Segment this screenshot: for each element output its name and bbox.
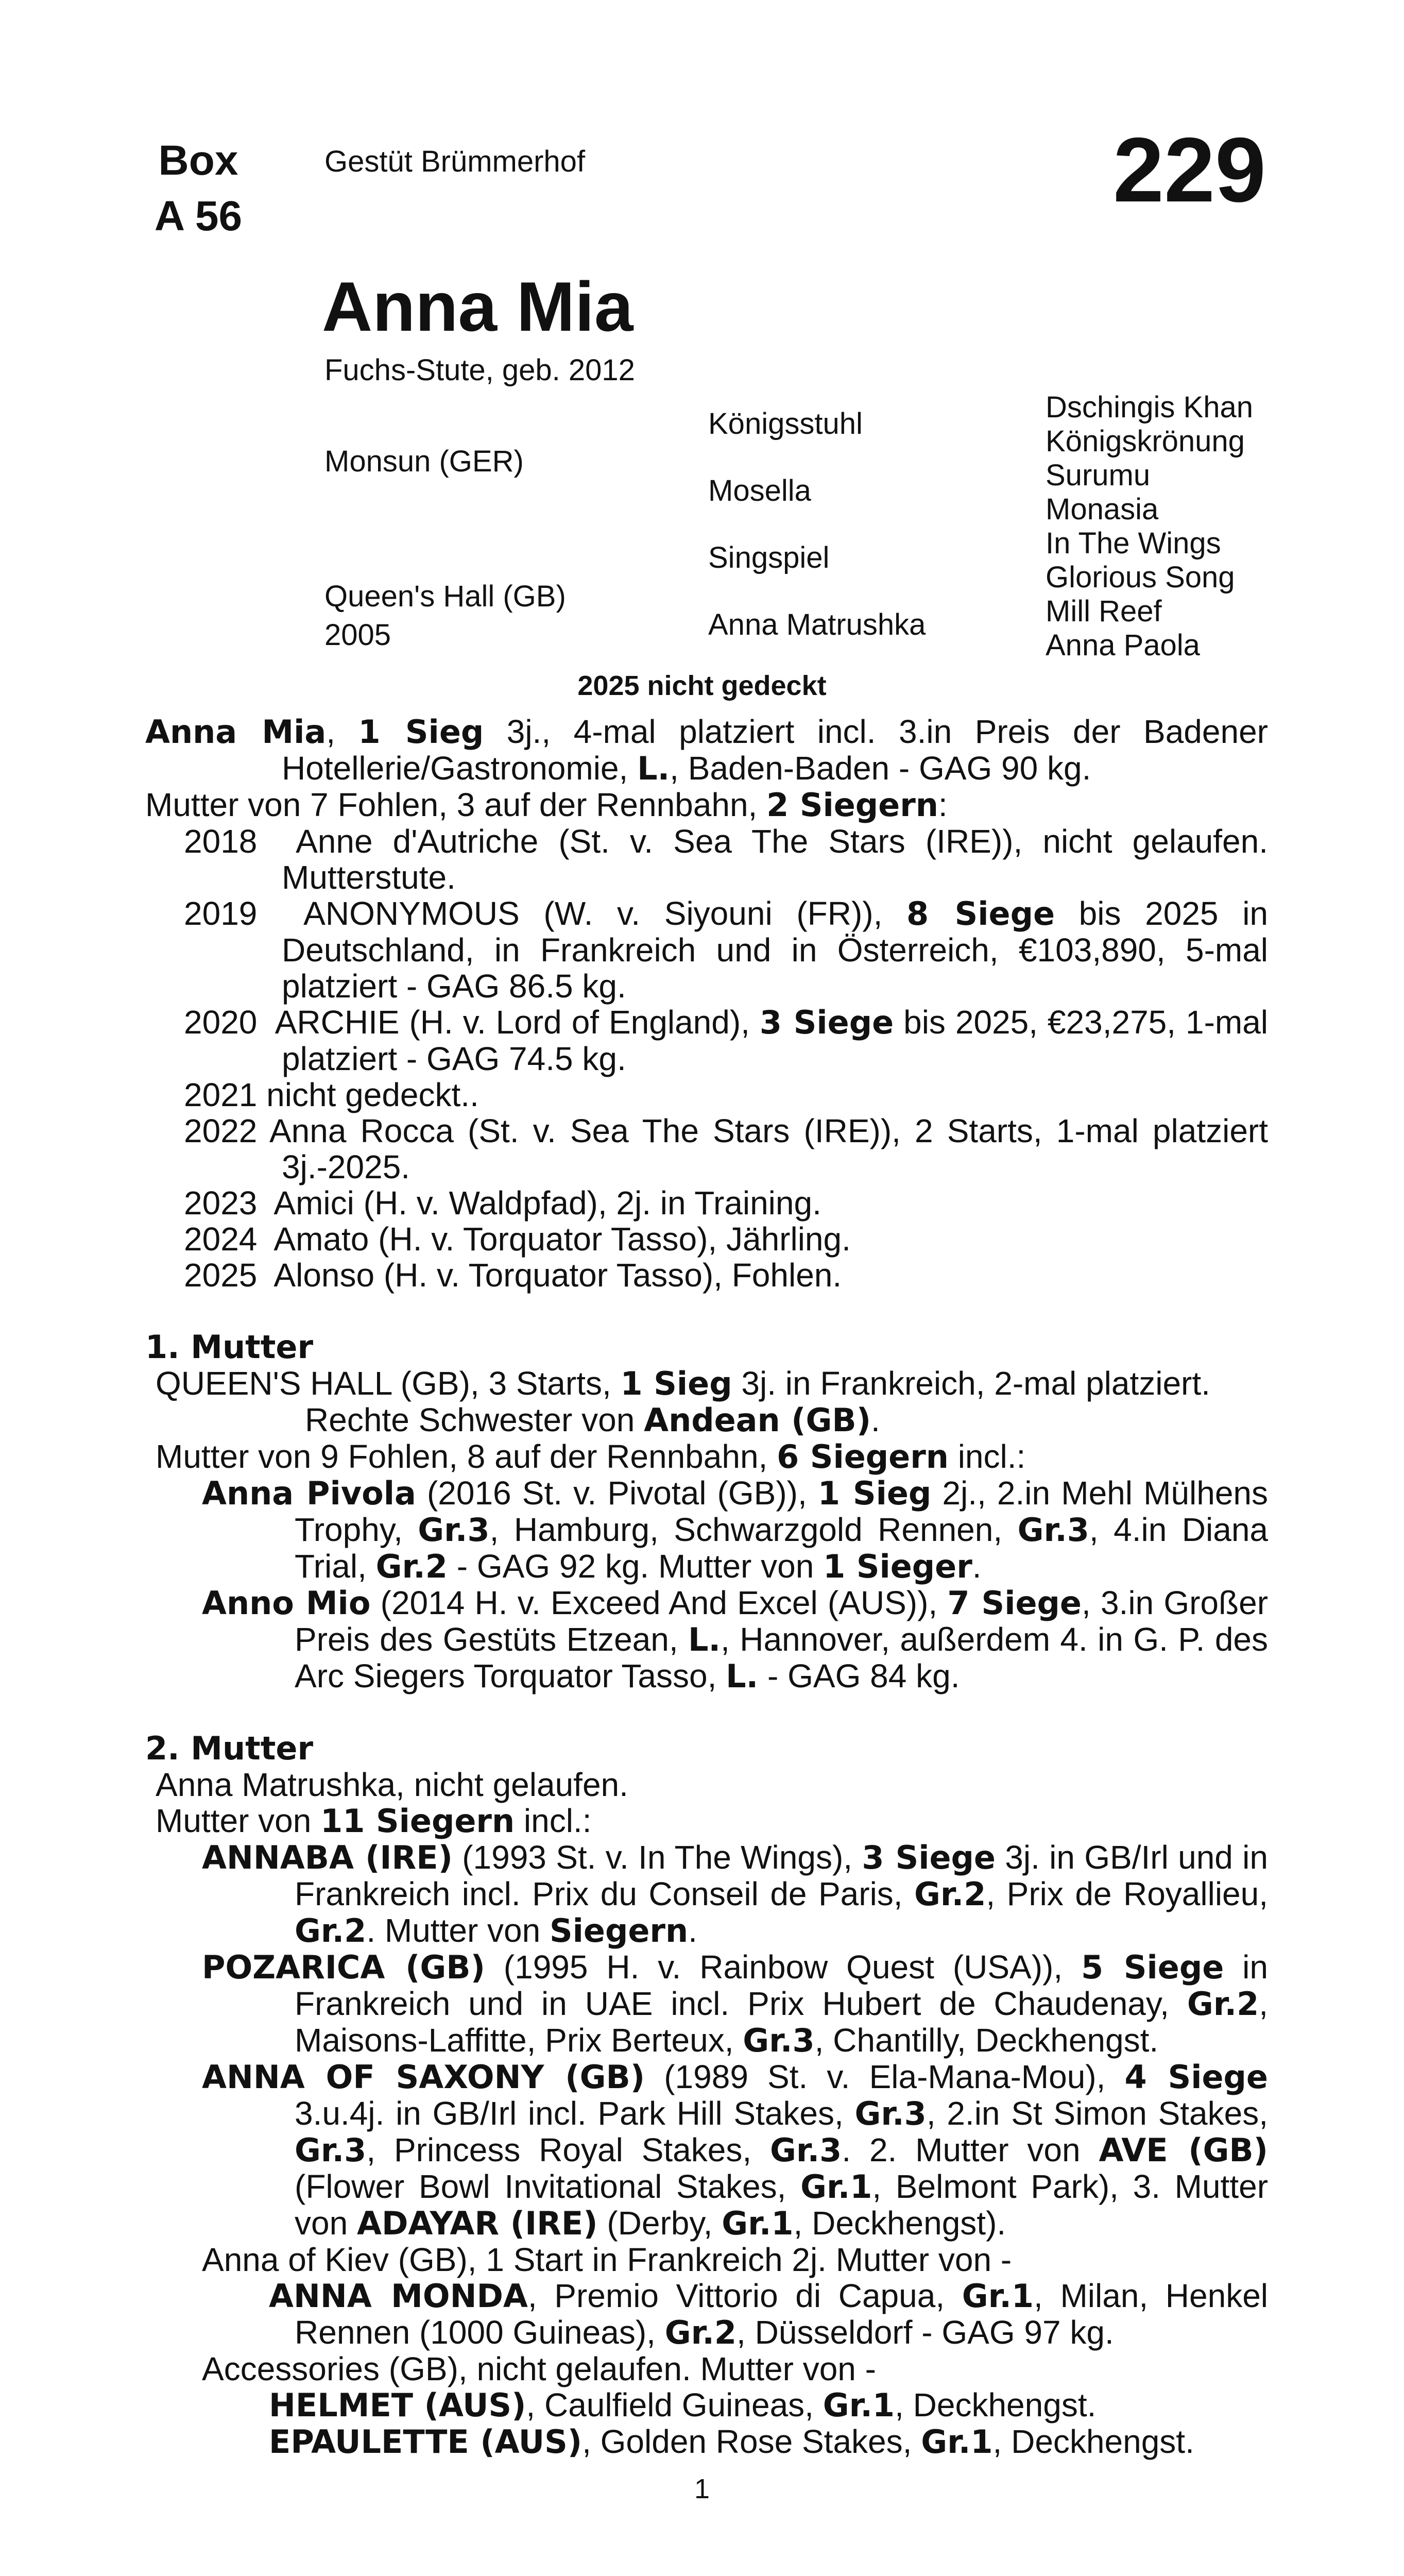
- first-dam-progeny: Anno Mio (2014 H. v. Exceed And Excel (AUS)), 7 Siege, 3.in Großer Preis des Gestüts Etzean, L., Hannover, außerdem 4. in G. P. des Arc Siegers Torquator Tasso, L. - GAG 84 kg.: [202, 1584, 1269, 1695]
- first-dam-sibling: Rechte Schwester von Andean (GB).: [305, 1401, 880, 1439]
- second-dam-produce: Mutter von 11 Siegern incl.:: [156, 1802, 592, 1840]
- catalogue-body: [145, 714, 1268, 2460]
- second-dam-progeny: POZARICA (GB) (1995 H. v. Rainbow Quest (USA)), 5 Siege in Frankreich und in UAE incl. Prix Hubert de Chaudenay, Gr.2, Maisons-Laffitte, Prix Berteux, Gr.3, Chantilly, Deckhengst.: [202, 1948, 1268, 2059]
- produce-item: 2024 Amato (H. v. Torquator Tasso), Jährling.: [184, 1221, 851, 1258]
- produce-item: 2021 nicht gedeckt..: [184, 1076, 479, 1113]
- page-number: 1: [694, 2473, 710, 2504]
- stud-name: Gestüt Brümmerhof: [324, 145, 586, 178]
- second-dam-progeny: ANNABA (IRE) (1993 St. v. In The Wings), 3 Siege 3j. in GB/Irl und in Frankreich incl. Prix du Conseil de Paris, Gr.2, Prix de Royallieu, Gr.2. Mutter von Siegern.: [202, 1839, 1269, 1950]
- second-dam-daughter: Accessories (GB), nicht gelaufen. Mutter von -: [202, 2350, 876, 2387]
- second-dam-daughter: Anna of Kiev (GB), 1 Start in Frankreich 2j. Mutter von -: [202, 2241, 1012, 2278]
- first-dam-produce: Mutter von 9 Fohlen, 8 auf der Rennbahn, 6 Siegern incl.:: [156, 1438, 1026, 1476]
- second-dam-grandprogeny: EPAULETTE (AUS), Golden Rose Stakes, Gr.1, Deckhengst.: [269, 2423, 1194, 2461]
- pedigree-dam: Queen's Hall (GB): [324, 580, 566, 613]
- first-dam-record: QUEEN'S HALL (GB), 3 Starts, 1 Sieg 3j. in Frankreich, 2-mal platziert.: [156, 1365, 1210, 1402]
- pedigree-dam-dam: Anna Matrushka: [708, 608, 926, 641]
- produce-item: 2018 Anne d'Autriche (St. v. Sea The Stars (IRE)), nicht gelaufen. Mutterstute.: [184, 823, 1269, 896]
- produce-item: 2025 Alonso (H. v. Torquator Tasso), Fohlen.: [184, 1257, 842, 1294]
- first-dam-progeny: Anna Pivola (2016 St. v. Pivotal (GB)), 1 Sieg 2j., 2.in Mehl Mülhens Trophy, Gr.3, Hamburg, Schwarzgold Rennen, Gr.3, 4.in Diana Trial, Gr.2 - GAG 92 kg. Mutter von 1 Sieger.: [202, 1475, 1269, 1585]
- second-dam-progeny: ANNA OF SAXONY (GB) (1989 St. v. Ela-Mana-Mou), 4 Siege 3.u.4j. in GB/Irl incl. Park Hill Stakes, Gr.3, 2.in St Simon Stakes, Gr.3, Princess Royal Stakes, Gr.3. 2. Mutter von AVE (GB) (Flower Bowl Invitational Stakes, Gr.1, Belmont Park), 3. Mutter von ADAYAR (IRE) (Derby, Gr.1, Deckhengst).: [202, 2058, 1269, 2242]
- pedigree-sire-dam: Mosella: [708, 474, 811, 507]
- box-number: A 56: [154, 193, 243, 240]
- pedigree-dam-sire: Singspiel: [708, 541, 830, 574]
- horse-name: Anna Mia: [322, 267, 633, 346]
- pedigree-sire: Monsun (GER): [324, 445, 524, 478]
- lot-number: 229: [1113, 118, 1266, 221]
- pedigree-g3: Dschingis Khan Königskrönung Surumu Monasia In The Wings Glorious Song Mill Reef Anna Paola: [1046, 391, 1253, 662]
- covering-status: 2025 nicht gedeckt: [577, 670, 827, 701]
- second-dam-grandprogeny: ANNA MONDA, Premio Vittorio di Capua, Gr.1, Milan, Henkel Rennen (1000 Guineas), Gr.2, Düsseldorf - GAG 97 kg.: [269, 2277, 1268, 2351]
- second-dam-record: Anna Matrushka, nicht gelaufen.: [156, 1766, 628, 1803]
- produce-item: 2022 Anna Rocca (St. v. Sea The Stars (IRE)), 2 Starts, 1-mal platziert 3j.-2025.: [184, 1112, 1269, 1185]
- second-dam-heading: 2. Mutter: [145, 1730, 314, 1767]
- box-label: Box A 56: [142, 133, 255, 244]
- pedigree-dam-year: 2005: [324, 618, 391, 652]
- second-dam-grandprogeny: HELMET (AUS), Caulfield Guineas, Gr.1, Deckhengst.: [269, 2386, 1097, 2424]
- pedigree-sire-sire: Königsstuhl: [708, 407, 863, 440]
- mare-record: Anna Mia, 1 Sieg 3j., 4-mal platziert incl. 3.in Preis der Badener Hotellerie/Gastronomie, L., Baden-Baden - GAG 90 kg.: [145, 713, 1268, 787]
- first-dam-heading: 1. Mutter: [145, 1328, 314, 1366]
- horse-description: Fuchs-Stute, geb. 2012: [324, 353, 635, 387]
- produce-item: 2023 Amici (H. v. Waldpfad), 2j. in Training.: [184, 1184, 821, 1222]
- produce-item: 2020 ARCHIE (H. v. Lord of England), 3 Siege bis 2025, €23,275, 1-mal platziert - GAG 74.5 kg.: [184, 1004, 1269, 1077]
- produce-item: 2019 ANONYMOUS (W. v. Siyouni (FR)), 8 Siege bis 2025 in Deutschland, in Frankreich und in Österreich, €103,890, 5-mal platziert - GAG 86.5 kg.: [184, 895, 1269, 1005]
- mare-produce-summary: Mutter von 7 Fohlen, 3 auf der Rennbahn, 2 Siegern:: [145, 786, 948, 824]
